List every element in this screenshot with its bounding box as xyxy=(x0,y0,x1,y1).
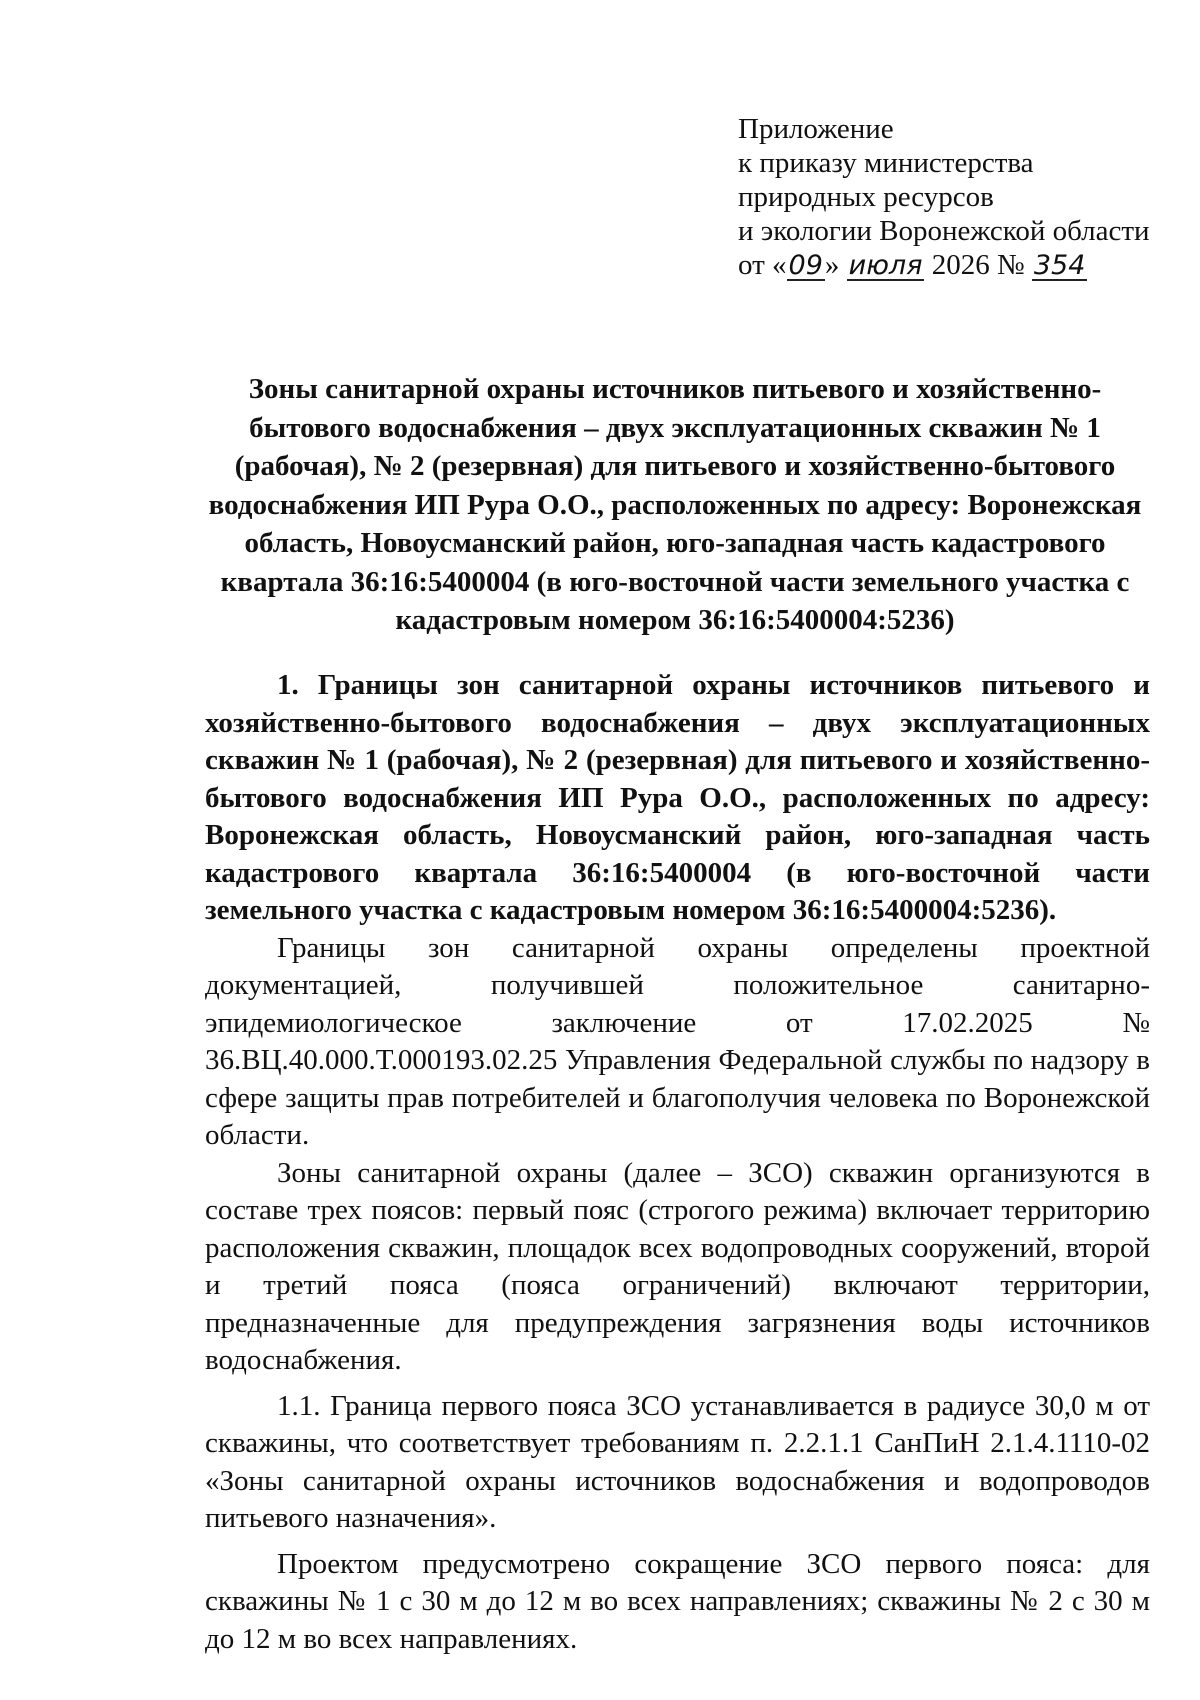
document-body xyxy=(205,667,1150,1658)
appendix-line: природных ресурсов xyxy=(738,181,994,213)
paragraph: Проектом предусмотрено сокращение ЗСО первого пояса: для скважины № 1 с 30 м до 12 м во всех направлениях; скважины № 2 с 30 м до 12 м во всех направлениях. xyxy=(205,1547,1150,1655)
handwritten-order-number: 354 xyxy=(1033,250,1086,281)
appendix-line: и экологии Воронежской области xyxy=(738,215,1150,247)
paragraph: Границы зон санитарной охраны определены проектной документацией, получившей положительное санитарно-эпидемиологическое заключение от 17.02.2025 № 36.ВЦ.40.000.Т.000193.02.25 Управления Федеральной службы по надзору в сфере защиты прав потребителей и благополучия человека по Воронежской области. xyxy=(205,931,1150,1151)
date-mid: » xyxy=(824,249,840,281)
paragraph: 1.1. Граница первого пояса ЗСО устанавливается в радиусе 30,0 м от скважины, что соответствует требованиям п. 2.2.1.1 СанПиН 2.1.4.1110-02 «Зоны санитарной охраны источников водоснабжения и водопроводов питьевого назначения». xyxy=(205,1389,1150,1534)
order-date-line xyxy=(738,248,1178,282)
section-1-heading: 1. Границы зон санитарной охраны источников питьевого и хозяйственно-бытового водоснабжения – двух эксплуатационных скважин № 1 (рабочая), № 2 (резервная) для питьевого и хозяйственно-бытового водоснабжения ИП Рура О.О., расположенных по адресу: Воронежская область, Новоусманский район, юго-западная часть кадастрового квартала 36:16:5400004 (в юго-восточной части земельного участка с кадастровым номером 36:16:5400004:5236). xyxy=(205,669,1150,926)
document-title: Зоны санитарной охраны источников питьевого и хозяйственно-бытового водоснабжения – двух эксплуатационных скважин № 1 (рабочая), № 2 (резервная) для питьевого и хозяйственно-бытового водоснабжения ИП Рура О.О., расположенных по адресу: Воронежская область, Новоусманский район, юго-западная часть кадастрового квартала 36:16:5400004 (в юго-восточной части земельного участка с кадастровым номером 36:16:5400004:5236) xyxy=(208,373,1142,636)
order-year: 2026 № xyxy=(931,249,1025,281)
appendix-line: Приложение xyxy=(738,113,894,145)
appendix-line: к приказу министерства xyxy=(738,147,1034,179)
handwritten-day: 09 xyxy=(788,250,823,281)
paragraph: Зоны санитарной охраны (далее – ЗСО) скважин организуются в составе трех поясов: первый пояс (строгого режима) включает территорию расположения скважин, площадок всех водопроводных сооружений, второй и третий пояса (пояса ограничений) включают территории, предназначенные для предупреждения загрязнения воды источников водоснабжения. xyxy=(205,1156,1150,1376)
handwritten-month: июля xyxy=(848,250,923,281)
appendix-block xyxy=(738,112,1178,282)
date-prefix: от « xyxy=(738,249,787,281)
